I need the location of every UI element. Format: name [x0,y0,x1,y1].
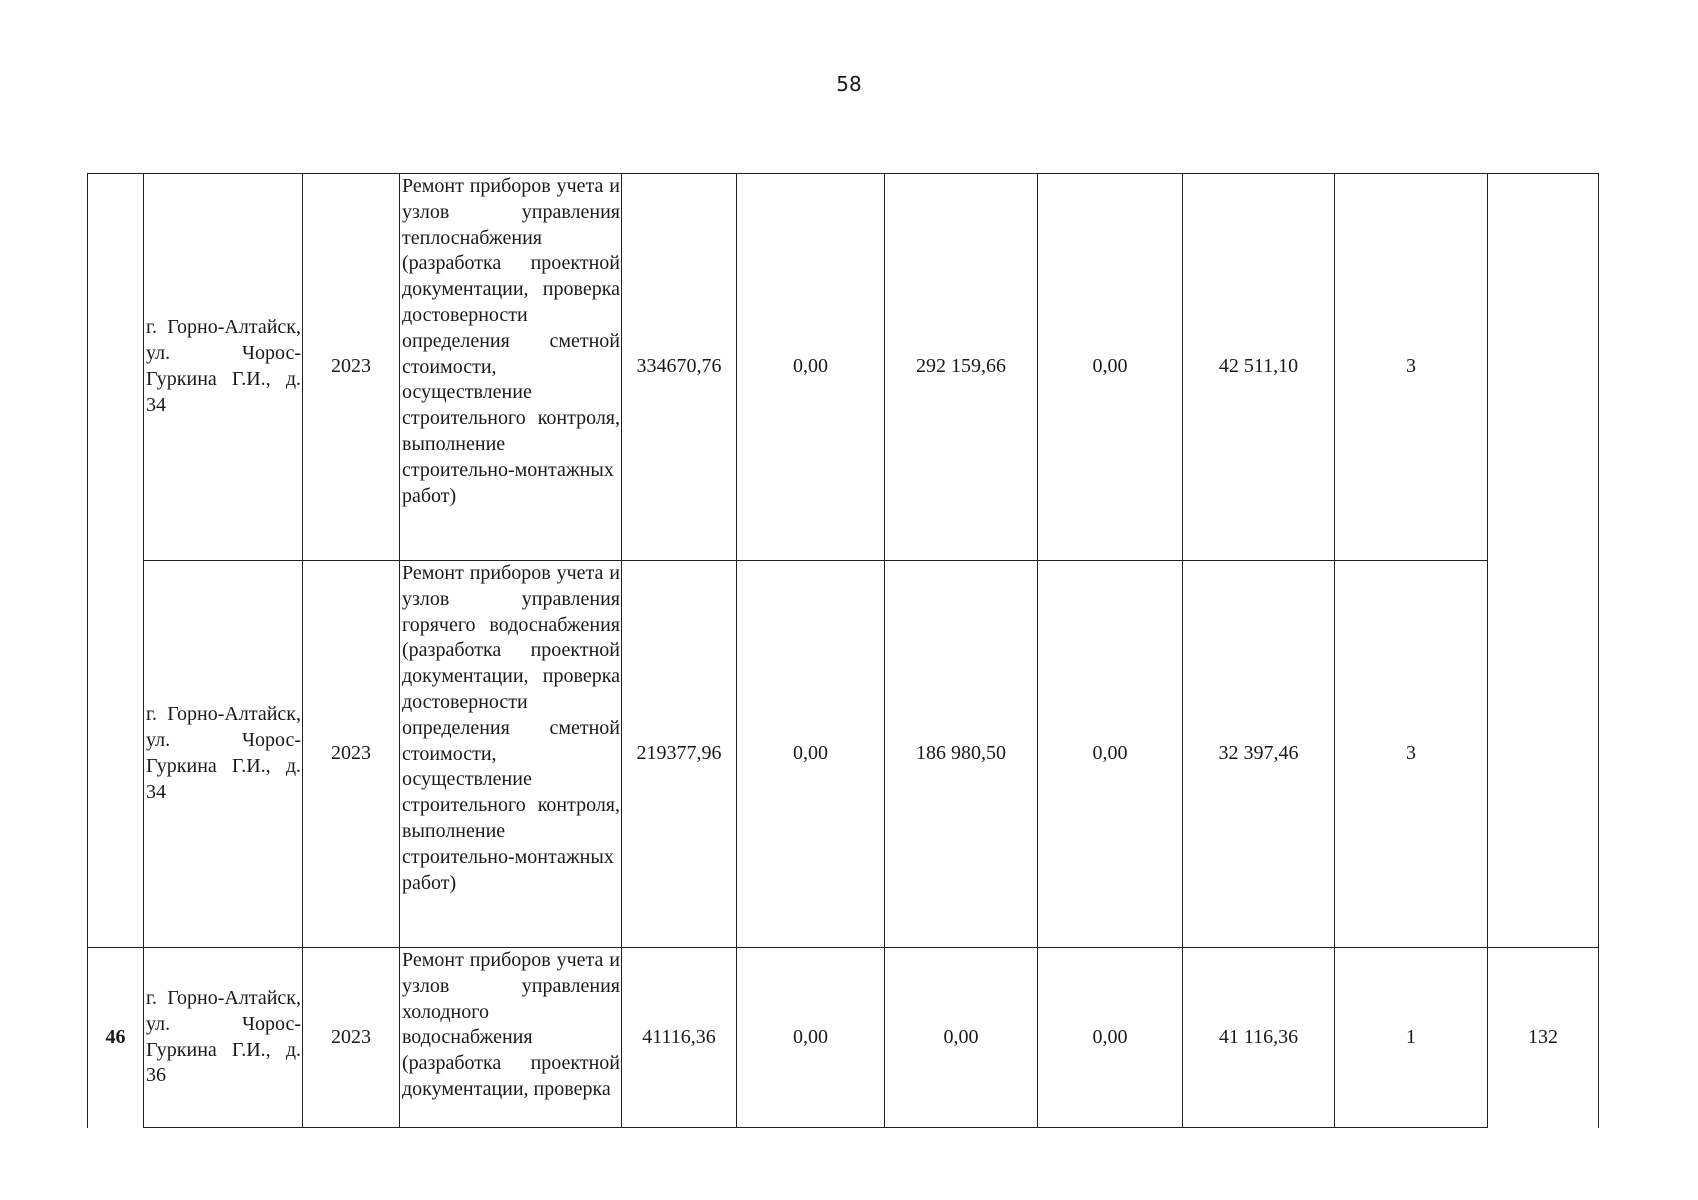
repair-program-table [87,173,1599,1128]
cost-column-a-cell: 0,00 [737,174,885,561]
work-description-cell: Ремонт приборов учета и узлов управления горячего водоснабжения (разработка проектной документации, проверка достоверности определения сметной стоимости, осуществление строительного контроля, выполнение строительно-монтажных работ) [400,561,622,948]
cost-column-c-cell: 0,00 [1038,948,1183,1128]
value-column-f-cell [1488,174,1599,948]
cost-column-a-cell: 0,00 [737,561,885,948]
cost-column-a-cell: 0,00 [737,948,885,1128]
row-number-cell [88,174,144,948]
table-row [88,948,1599,1128]
year-cell: 2023 [303,174,400,561]
value-column-e-cell: 3 [1335,561,1488,948]
cost-column-b-cell: 186 980,50 [885,561,1038,948]
address-cell: г. Горно-Алтайск, ул. Чорос-Гуркина Г.И., д. 36 [144,948,303,1128]
year-cell: 2023 [303,561,400,948]
total-cost-cell: 334670,76 [622,174,737,561]
year-cell: 2023 [303,948,400,1128]
cost-column-d-cell: 32 397,46 [1183,561,1335,948]
work-description-cell: Ремонт приборов учета и узлов управления холодного водоснабжения (разработка проектной документации, проверка [400,948,622,1128]
value-column-e-cell: 3 [1335,174,1488,561]
address-cell: г. Горно-Алтайск, ул. Чорос-Гуркина Г.И., д. 34 [144,174,303,561]
total-cost-cell: 41116,36 [622,948,737,1128]
table-row [88,174,1599,561]
cost-column-b-cell: 292 159,66 [885,174,1038,561]
row-number-cell: 46 [88,948,144,1128]
cost-column-c-cell: 0,00 [1038,561,1183,948]
cost-column-d-cell: 41 116,36 [1183,948,1335,1128]
table-row [88,561,1599,948]
cost-column-b-cell: 0,00 [885,948,1038,1128]
work-description-cell: Ремонт приборов учета и узлов управления теплоснабжения (разработка проектной документации, проверка достоверности определения сметной стоимости, осуществление строительного контроля, выполнение строительно-монтажных работ) [400,174,622,561]
value-column-e-cell: 1 [1335,948,1488,1128]
address-cell: г. Горно-Алтайск, ул. Чорос-Гуркина Г.И., д. 34 [144,561,303,948]
cost-column-d-cell: 42 511,10 [1183,174,1335,561]
cost-column-c-cell: 0,00 [1038,174,1183,561]
total-cost-cell: 219377,96 [622,561,737,948]
value-column-f-cell: 132 [1488,948,1599,1128]
page-number: 58 [836,72,862,96]
